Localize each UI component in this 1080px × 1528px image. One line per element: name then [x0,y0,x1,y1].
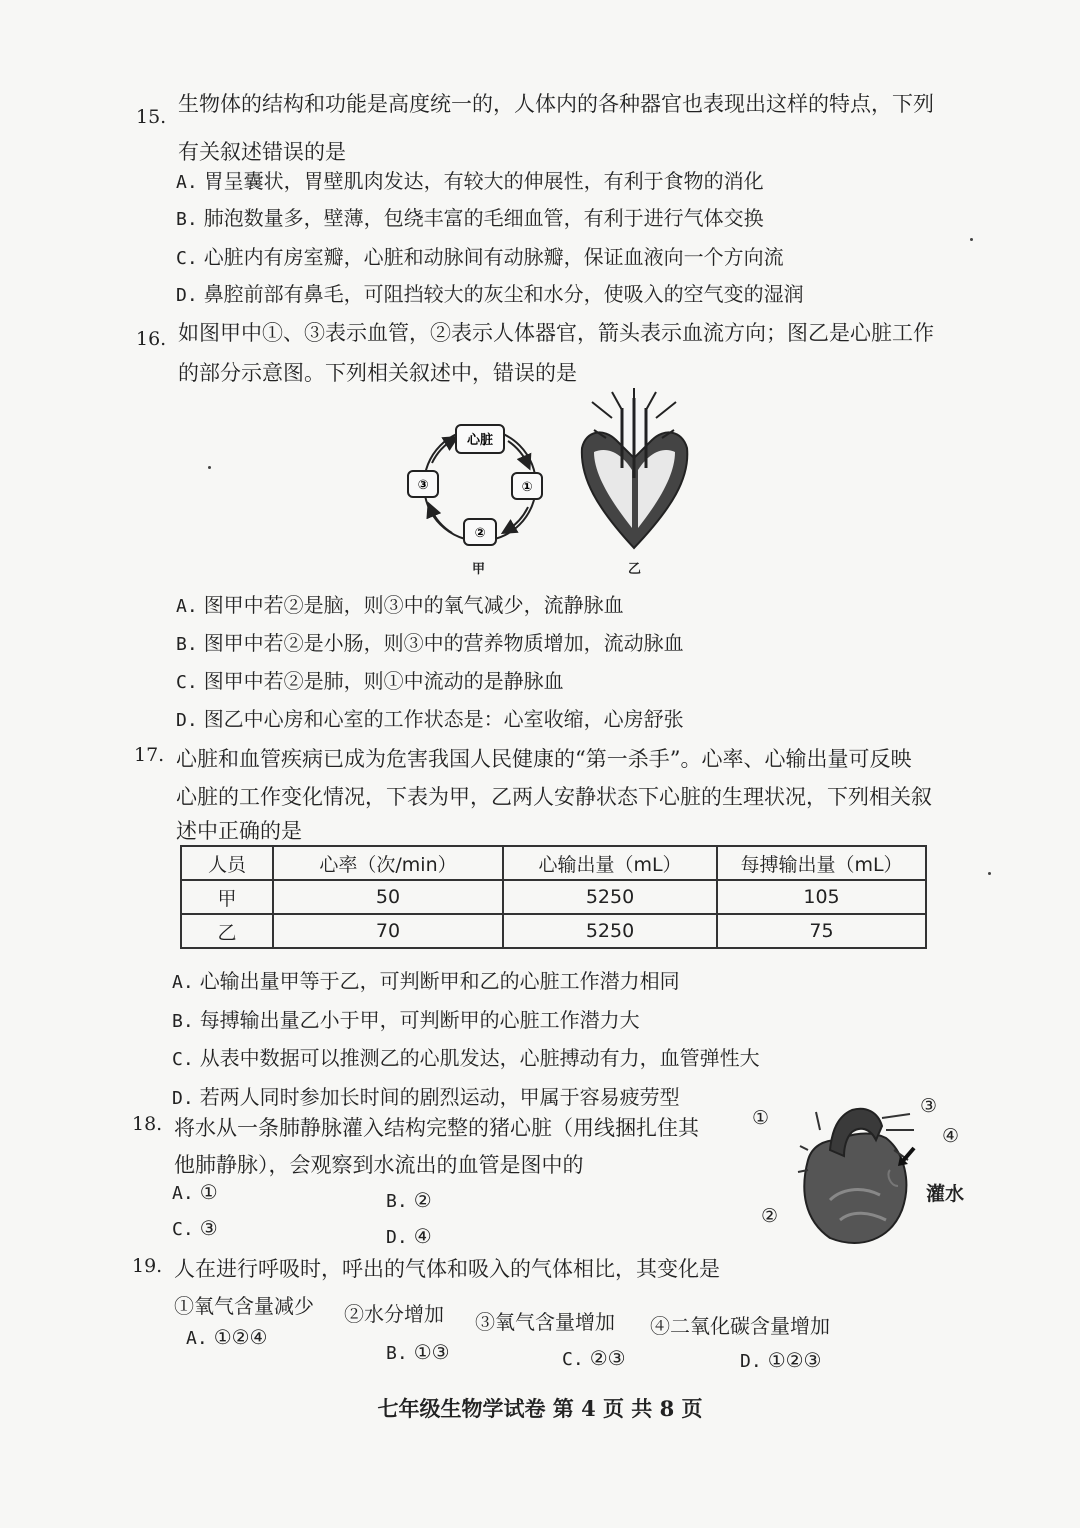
question-stem-line-1: 心脏和血管疾病已成为危害我国人民健康的“第一杀手”。心率、心输出量可反映 [176,747,912,771]
question-number: 16. [136,328,167,350]
figure-label-water: 灌水 [926,1183,965,1205]
scan-speck [970,238,973,241]
question-stem-line-2: 他肺静脉），会观察到水流出的血管是图中的 [174,1153,584,1177]
option-d: D. 若两人同时参加长时间的剧烈运动，甲属于容易疲劳型 [172,1085,680,1109]
question-stem-line-1: 将水从一条肺静脉灌入结构完整的猪心脏（用线捆扎住其 [174,1116,699,1140]
figure-label-3: ③ [920,1095,938,1117]
pig-heart-figure [790,1090,920,1250]
option-b: B. 图甲中若②是小肠，则③中的营养物质增加，流动脉血 [176,631,684,655]
circulation-diagram [400,415,560,580]
vessel-1-label: ① [521,480,533,495]
option-b: B. 肺泡数量多，壁薄，包绕丰富的毛细血管，有利于进行气体交换 [176,206,764,230]
option-d: D. 图乙中心房和心室的工作状态是：心室收缩，心房舒张 [176,707,684,731]
figure-label-1: ① [752,1107,770,1129]
statement-3: ③氧气含量增加 [475,1310,615,1334]
question-stem-line-3: 述中正确的是 [176,819,302,843]
option-d: D. ①②③ [740,1348,822,1372]
option-a: A. ①②④ [186,1325,268,1349]
flow-arrow [430,507,452,533]
option-c: C. 图甲中若②是肺，则①中流动的是静脉血 [176,669,564,693]
option-b: B. ② [386,1188,432,1212]
question-stem-line-2: 的部分示意图。下列相关叙述中，错误的是 [178,361,577,385]
table-cell: 乙 [181,914,273,948]
page-footer: 七年级生物学试卷 第 4 页 共 8 页 [377,1396,703,1421]
statement-4: ④二氧化碳含量增加 [650,1314,830,1338]
heart-diagram [572,388,697,558]
question-stem-line-1: 如图甲中①、③表示血管，②表示人体器官，箭头表示血流方向；图乙是心脏工作 [178,321,934,345]
option-a: A. 心输出量甲等于乙，可判断甲和乙的心脏工作潜力相同 [172,969,680,993]
table-cell: 70 [273,914,503,948]
table-header: 心率（次/min） [273,846,503,880]
option-a: A. ① [172,1180,218,1204]
question-stem-line-1: 人在进行呼吸时，呼出的气体和吸入的气体相比，其变化是 [174,1257,720,1281]
diagram-caption-jia: 甲 [472,562,486,577]
option-d: D. ④ [386,1224,432,1248]
statement-1: ①氧气含量减少 [174,1294,314,1318]
option-b: B. 每搏输出量乙小于甲，可判断甲的心脏工作潜力大 [172,1008,640,1032]
table-cell: 105 [717,880,926,914]
table-row [181,880,926,914]
option-c: C. ②③ [562,1346,626,1370]
table-header: 每搏输出量（mL） [717,846,926,880]
table-header: 人员 [181,846,273,880]
table-cell: 50 [273,880,503,914]
table-row [181,914,926,948]
question-stem-line-1: 生物体的结构和功能是高度统一的，人体内的各种器官也表现出这样的特点，下列 [178,92,934,116]
question-number: 19. [132,1255,163,1277]
scan-speck [988,872,991,875]
heart-box-label: 心脏 [466,433,494,448]
question-number: 17. [134,744,165,766]
option-c: C. 从表中数据可以推测乙的心肌发达，心脏搏动有力，血管弹性大 [172,1046,760,1070]
heart-data-table [180,845,927,949]
organ-2-label: ② [474,526,486,541]
figure-label-4: ④ [942,1125,960,1147]
question-number: 15. [136,106,167,128]
figure-label-2: ② [761,1205,779,1227]
scan-speck [208,466,211,469]
vessel-3-label: ③ [417,478,429,493]
diagram-caption-yi: 乙 [628,562,642,577]
option-a: A. 图甲中若②是脑，则③中的氧气减少，流静脉血 [176,593,624,617]
question-stem-line-2: 心脏的工作变化情况，下表为甲，乙两人安静状态下心脏的生理状况，下列相关叙 [176,785,932,809]
statement-2: ②水分增加 [344,1302,444,1326]
table-header-row [181,846,926,880]
option-c: C. 心脏内有房室瓣，心脏和动脉间有动脉瓣，保证血液向一个方向流 [176,245,784,269]
option-b: B. ①③ [386,1340,450,1364]
option-d: D. 鼻腔前部有鼻毛，可阻挡较大的灰尘和水分，使吸入的空气变的湿润 [176,282,804,306]
question-number: 18. [132,1113,163,1135]
table-header: 心输出量（mL） [503,846,717,880]
option-a: A. 胃呈囊状，胃壁肌肉发达，有较大的伸展性，有利于食物的消化 [176,169,764,193]
question-stem-line-2: 有关叙述错误的是 [178,140,346,164]
table-cell: 甲 [181,880,273,914]
table-cell: 75 [717,914,926,948]
table-cell: 5250 [503,880,717,914]
option-c: C. ③ [172,1216,218,1240]
table-cell: 5250 [503,914,717,948]
